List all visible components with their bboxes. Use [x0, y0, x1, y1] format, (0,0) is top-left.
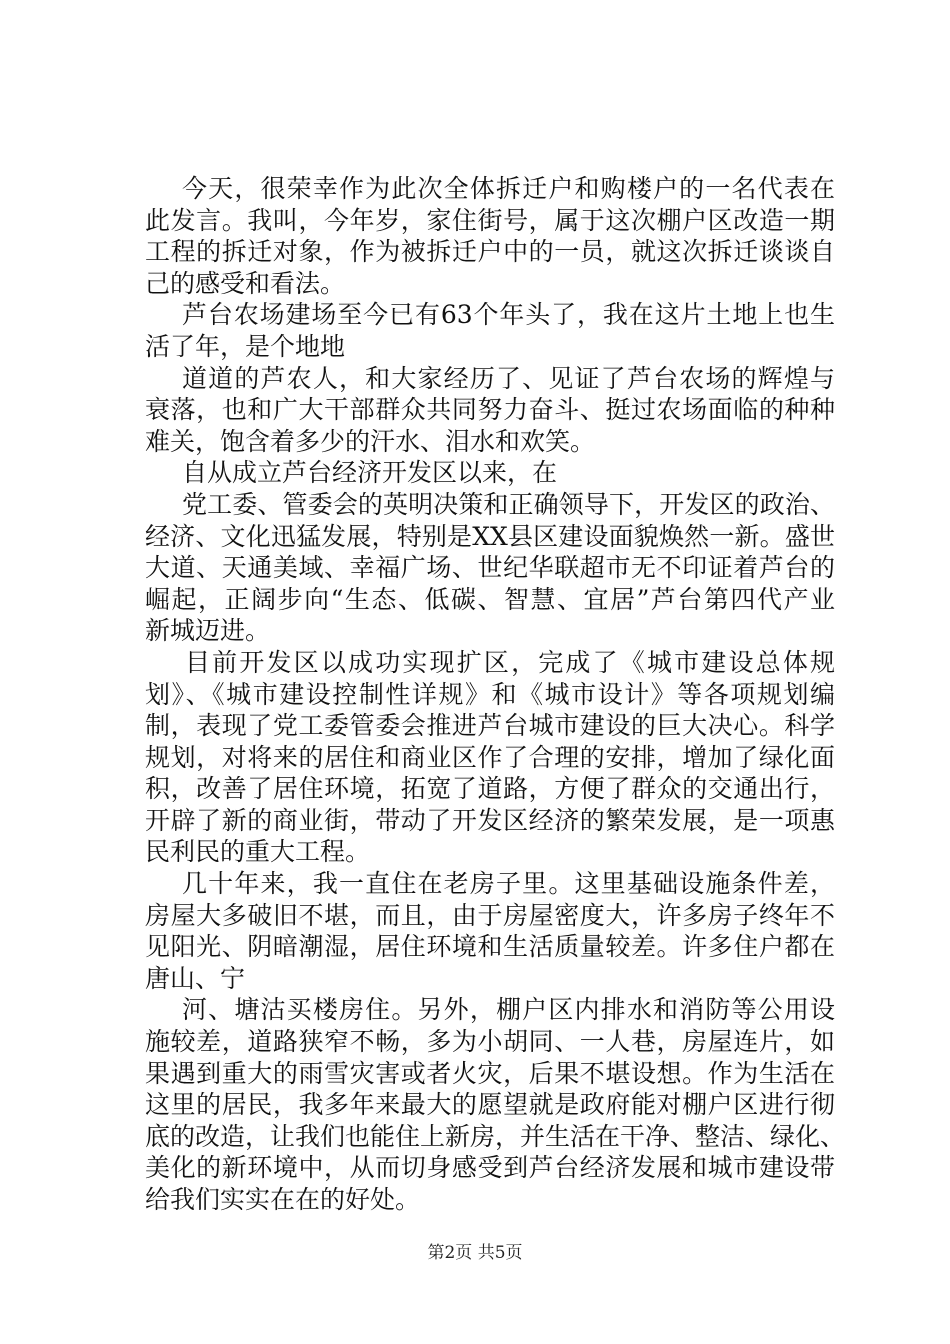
text-line: 难关，饱含着多少的汗水、泪水和欢笑。: [145, 426, 596, 456]
text-line: 道道的芦农人，和大家经历了、见证了芦台农场的辉煌与: [182, 363, 835, 393]
text-line: 底的改造，让我们也能住上新房，并生活在干净、整洁、绿化、: [145, 1121, 846, 1151]
text-line: 制，表现了党工委管委会推进芦台城市建设的巨大决心。科学: [145, 711, 835, 741]
text-line: 美化的新环境中，从而切身感受到芦台经济发展和城市建设带: [145, 1153, 835, 1183]
text-line: 大道、天通美域、幸福广场、世纪华联超市无不印证着芦台的: [145, 553, 835, 583]
text-line: 党工委、管委会的英明决策和正确领导下，开发区的政治、: [182, 489, 835, 519]
text-line: 给我们实实在在的好处。: [145, 1185, 421, 1214]
text-line: 河、塘沽买楼房住。另外，棚户区内排水和消防等公用设: [182, 995, 835, 1025]
text-line: 经济、文化迅猛发展，特别是XX县区建设面貌焕然一新。盛世: [145, 521, 835, 551]
text-line: 今天，很荣幸作为此次全体拆迁户和购楼户的一名代表在: [182, 174, 835, 203]
text-line: 开辟了新的商业街，带动了开发区经济的繁荣发展，是一项惠: [145, 805, 835, 835]
text-line: 几十年来，我一直住在老房子里。这里基础设施条件差，: [182, 869, 835, 899]
text-line: 房屋大多破旧不堪，而且，由于房屋密度大，许多房子终年不: [145, 900, 835, 930]
text-line: 这里的居民，我多年来最大的愿望就是政府能对棚户区进行彻: [145, 1090, 835, 1120]
text-line: 目前开发区以成功实现扩区，完成了《城市建设总体规: [185, 647, 835, 677]
text-line: 己的感受和看法。: [145, 268, 346, 298]
text-line: 衰落，也和广大干部群众共同努力奋斗、挺过农场面临的种种: [145, 395, 835, 425]
text-line: 民利民的重大工程。: [145, 837, 371, 867]
text-line: 崛起，正阔步向“生态、低碳、智慧、宜居”芦台第四代产业: [145, 584, 835, 614]
text-line: 划》、《城市建设控制性详规》和《城市设计》等各项规划编: [145, 679, 835, 709]
document-body: [145, 173, 846, 1216]
page-number-footer: 第2页 共5页: [427, 1243, 523, 1263]
text-line: 活了年，是个地地: [145, 331, 346, 361]
text-line: 此发言。我叫，今年岁，家住街号，属于这次棚户区改造一期: [145, 205, 835, 235]
text-line: 新城迈进。: [145, 616, 271, 646]
text-line: 果遇到重大的雨雪灾害或者火灾，后果不堪设想。作为生活在: [145, 1058, 835, 1088]
text-line: 工程的拆迁对象，作为被拆迁户中的一员，就这次拆迁谈谈自: [145, 237, 835, 267]
text-line: 自从成立芦台经济开发区以来，在: [182, 458, 558, 488]
text-line: 施较差，道路狭窄不畅，多为小胡同、一人巷，房屋连片，如: [145, 1027, 835, 1057]
text-line: 芦台农场建场至今已有63个年头了，我在这片土地上也生: [182, 300, 835, 330]
text-line: 规划，对将来的居住和商业区作了合理的安排，增加了绿化面: [145, 742, 835, 772]
text-line: 积，改善了居住环境，拓宽了道路，方便了群众的交通出行，: [145, 774, 835, 804]
text-line: 见阳光、阴暗潮湿，居住环境和生活质量较差。许多住户都在: [145, 932, 835, 962]
text-line: 唐山、宁: [145, 963, 246, 993]
